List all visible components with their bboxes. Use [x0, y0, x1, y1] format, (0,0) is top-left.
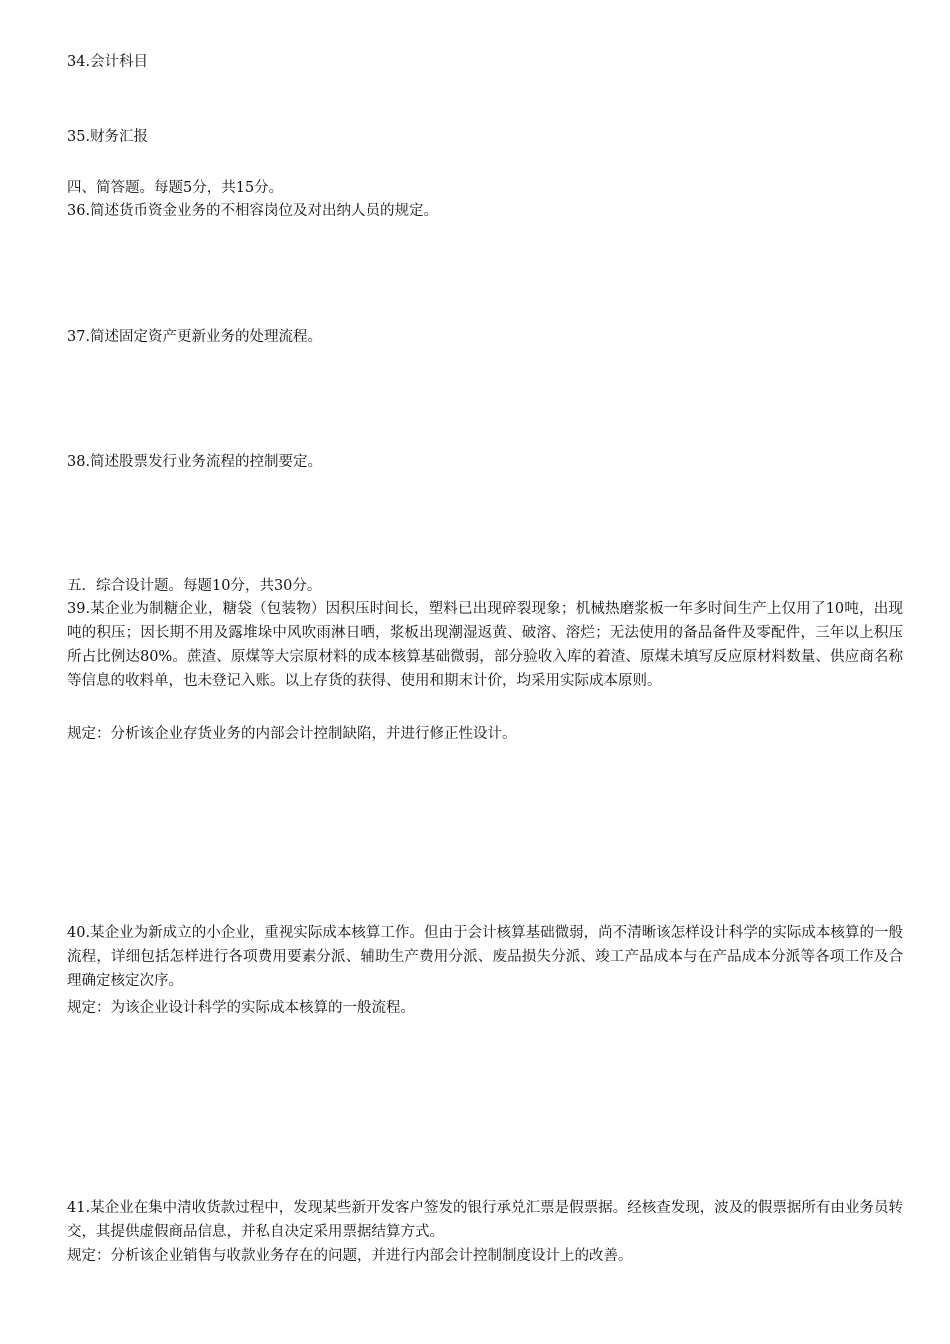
question-40-requirement: 规定：为该企业设计科学的实际成本核算的一般流程。	[67, 1000, 415, 1016]
question-41-requirement: 规定：分析该企业销售与收款业务存在的问题，并进行内部会计控制制度设计上的改善。	[67, 1248, 633, 1264]
section-heading-short-answer: 四、简答题。每题5分，共15分。	[67, 180, 284, 196]
question-35: 35.财务汇报	[67, 129, 149, 145]
question-40-body: 40.某企业为新成立的小企业，重视实际成本核算工作。但由于会计核算基础微弱，尚不清晰该怎样设计科学的实际成本核算的一般流程，详细包括怎样进行各项费用要素分派、辅助生产费用分派、废品损失分派、竣工产品成本与在产品成本分派等各项工作及合理确定核定次序。	[67, 925, 903, 989]
question-38: 38.简述股票发行业务流程的控制要定。	[67, 454, 323, 470]
section-heading-design: 五．综合设计题。每题10分，共30分。	[67, 578, 322, 594]
question-39-requirement: 规定：分析该企业存货业务的内部会计控制缺陷，并进行修正性设计。	[67, 726, 517, 742]
question-34: 34.会计科目	[67, 54, 149, 70]
question-39-body: 39.某企业为制糖企业，糖袋（包装物）因积压时间长，塑料已出现碎裂现象；机械热磨浆板一年多时间生产上仅用了10吨，出现吨的积压；因长期不用及露堆垛中风吹雨淋日晒，浆板出现潮湿返黄、破溶、溶烂；无法使用的备品备件及零配件，三年以上积压所占比例达80%。蔗渣、原煤等大宗原材料的成本核算基础微弱，部分验收入库的着渣、原煤未填写反应原材料数量、供应商名称等信息的收料单，也未登记入账。以上存货的获得、使用和期末计价，均采用实际成本原则。	[67, 601, 903, 689]
question-41-body: 41.某企业在集中清收货款过程中，发现某些新开发客户签发的银行承兑汇票是假票据。经核查发现，波及的假票据所有由业务员转交，其提供虚假商品信息，并私自决定采用票据结算方式。	[67, 1200, 903, 1240]
question-36: 36.简述货币资金业务的不相容岗位及对出纳人员的规定。	[67, 203, 439, 219]
question-37: 37.简述固定资产更新业务的处理流程。	[67, 329, 323, 345]
